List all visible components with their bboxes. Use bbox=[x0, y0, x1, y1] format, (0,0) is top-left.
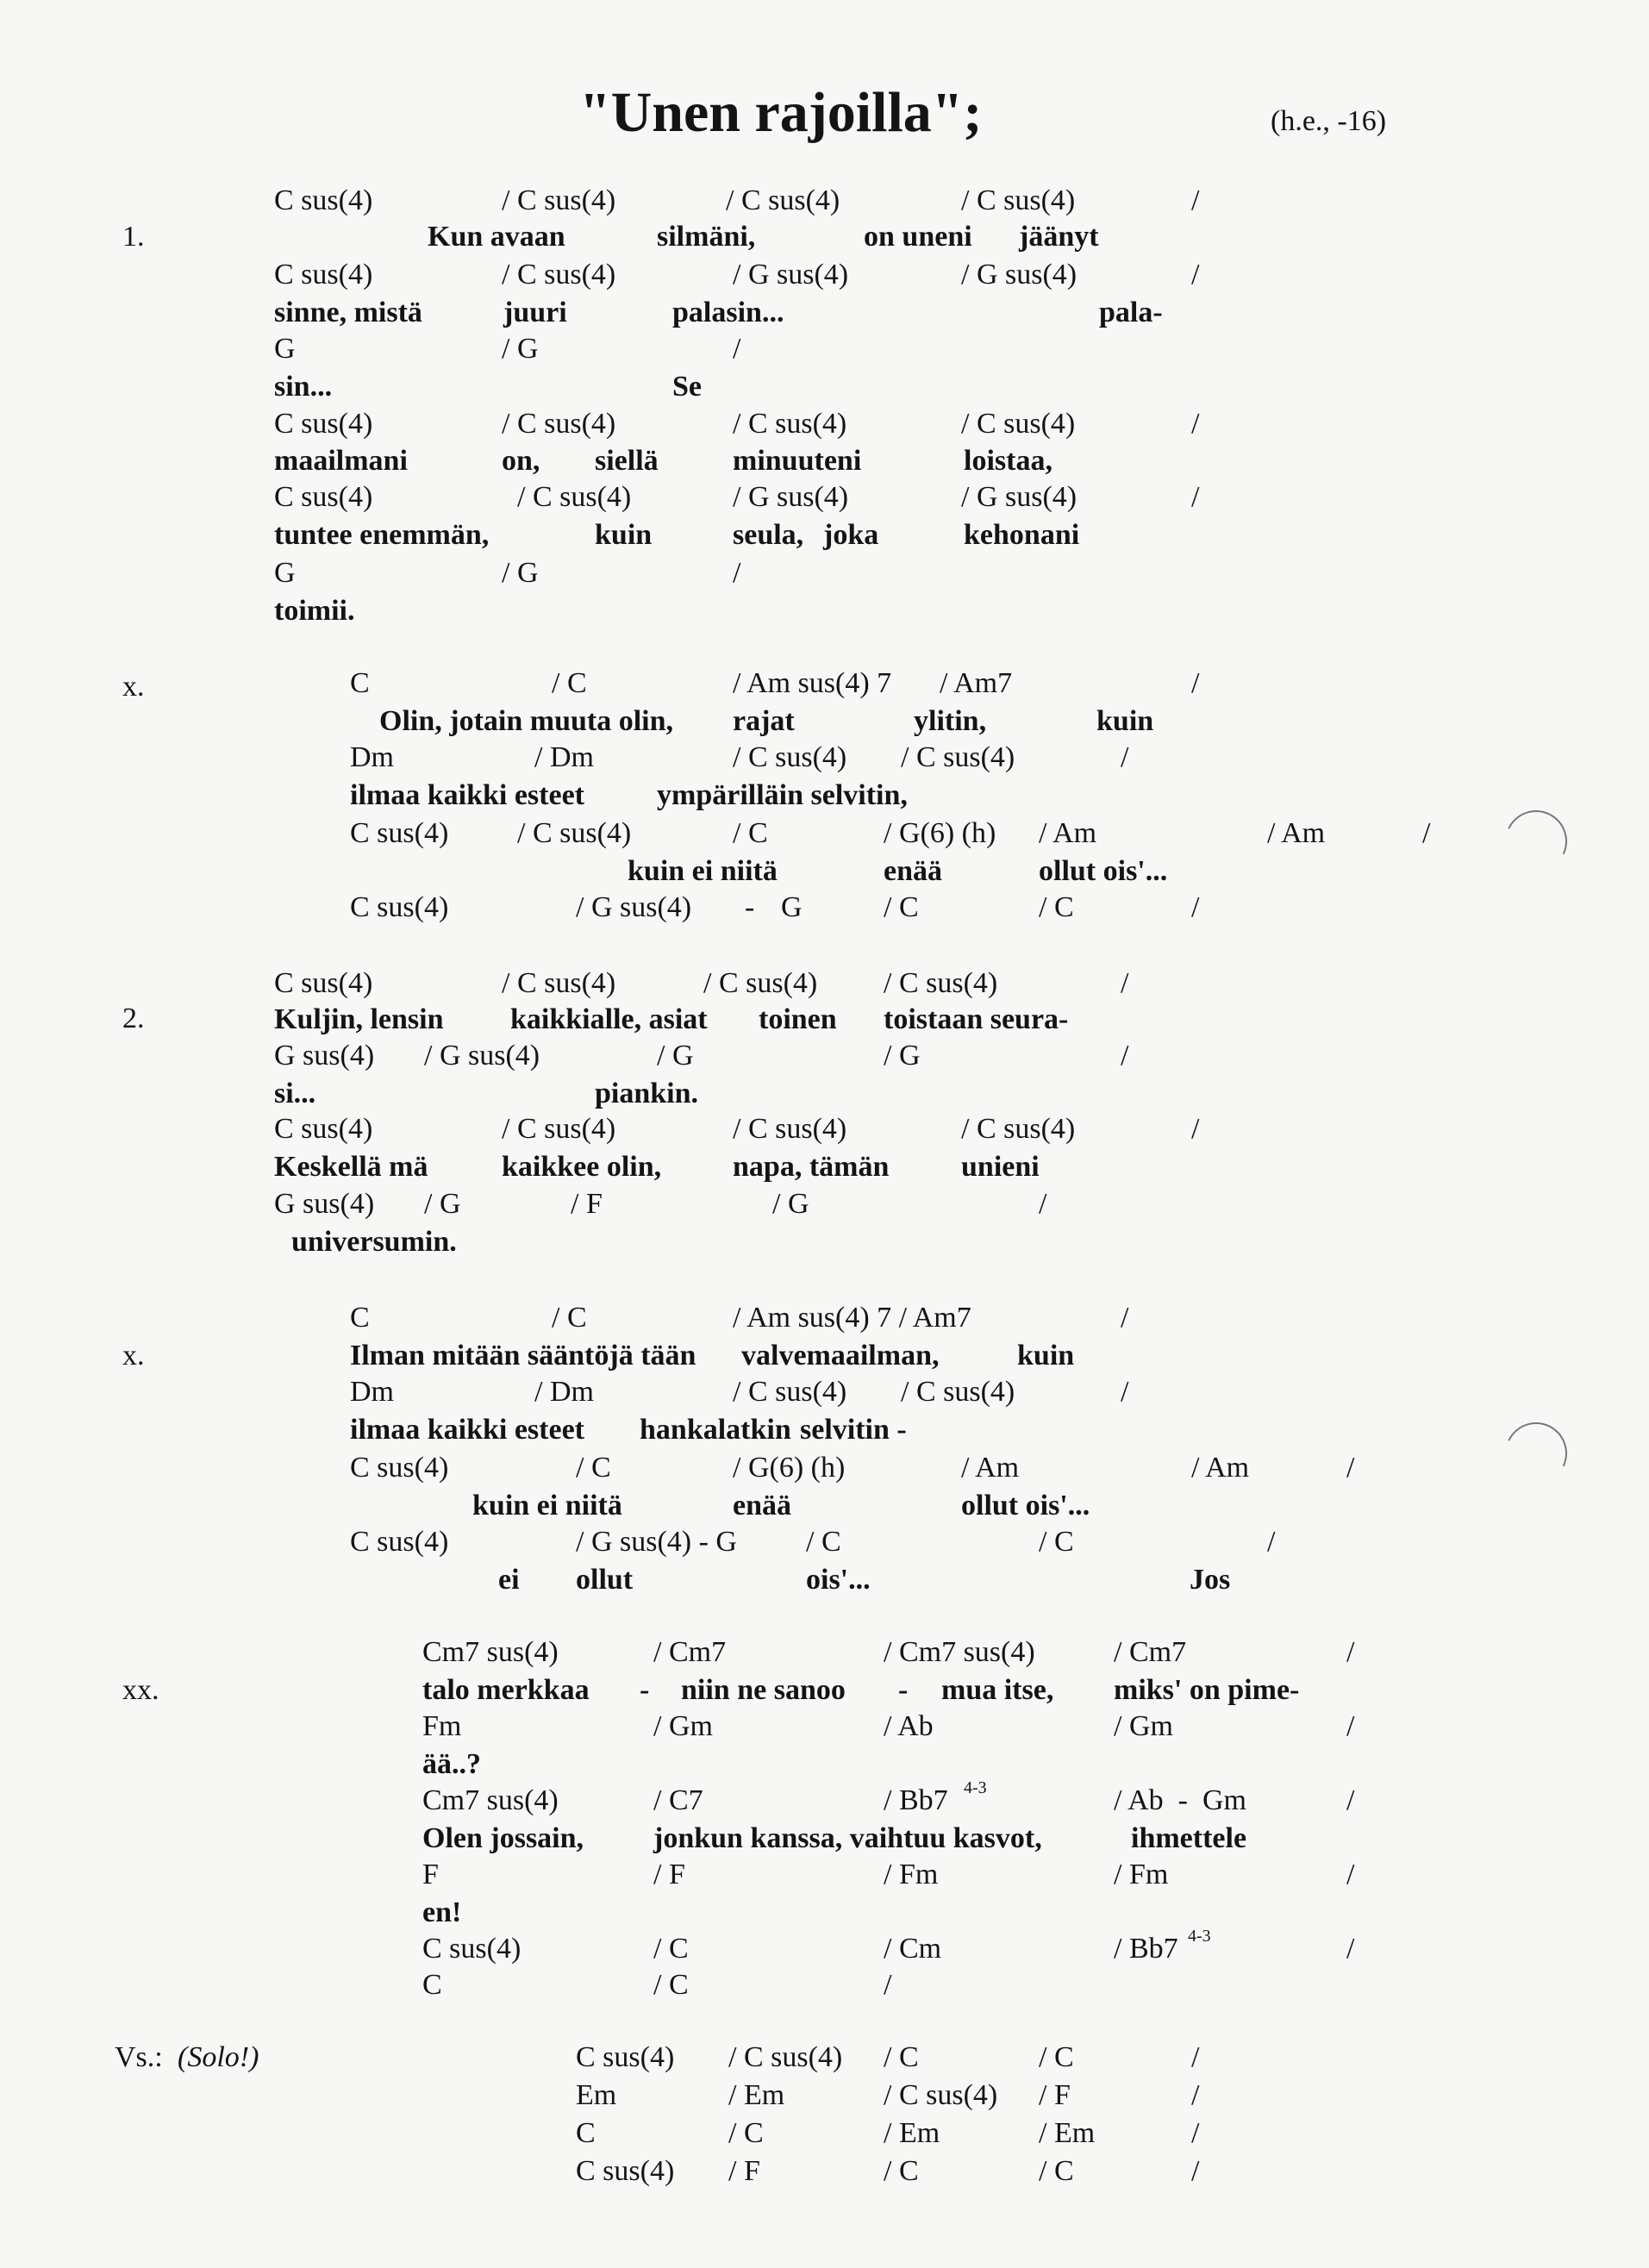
chord: / C sus(4) bbox=[961, 1113, 1076, 1145]
lyric: tuntee enemmän, bbox=[274, 519, 490, 551]
bar-line: / bbox=[1346, 1452, 1355, 1484]
chord: / C sus(4) bbox=[502, 408, 616, 440]
chord: C sus(4) bbox=[274, 967, 373, 999]
chord: C sus(4) bbox=[274, 481, 373, 513]
bar-line: / bbox=[1346, 1636, 1355, 1668]
chord: C bbox=[422, 1969, 442, 2001]
chord: Fm bbox=[422, 1710, 462, 1742]
chord: / C bbox=[806, 1526, 841, 1558]
chord: C sus(4) bbox=[576, 2155, 675, 2187]
lyric: maailmani bbox=[274, 445, 408, 477]
chord: / C bbox=[733, 817, 768, 849]
lyric: ilmaa kaikki esteet bbox=[350, 779, 584, 811]
bar-line: / bbox=[1191, 2155, 1200, 2187]
lyric: Olin, jotain muuta olin, bbox=[379, 705, 674, 737]
chord: / C bbox=[1039, 891, 1074, 923]
chord: / Am7 bbox=[940, 667, 1013, 699]
lyric: Kun avaan bbox=[428, 221, 565, 253]
chord: / C sus(4) bbox=[961, 408, 1076, 440]
chord: / C sus(4) bbox=[726, 184, 840, 216]
bar-line: / bbox=[1121, 1376, 1129, 1408]
lyric: toistaan seura- bbox=[884, 1003, 1069, 1035]
chord: / G bbox=[424, 1188, 461, 1220]
lyric: Olen jossain, bbox=[422, 1822, 584, 1854]
chord: C sus(4) bbox=[274, 1113, 373, 1145]
chord: / C sus(4) bbox=[703, 967, 818, 999]
bar-line: / bbox=[1191, 259, 1200, 291]
chord: / C7 bbox=[653, 1784, 703, 1816]
chord: / Dm bbox=[534, 741, 594, 773]
bar-line: / bbox=[1346, 1784, 1355, 1816]
bar-line: / bbox=[1121, 1040, 1129, 1072]
chord: / Ab bbox=[884, 1710, 934, 1742]
lyric: - bbox=[640, 1674, 650, 1706]
chord: / G bbox=[657, 1040, 694, 1072]
bar-line: / bbox=[1346, 1933, 1355, 1965]
lyric: napa, tämän bbox=[733, 1151, 890, 1183]
lyric: on, bbox=[502, 445, 540, 477]
chord: Cm7 sus(4) bbox=[422, 1636, 559, 1668]
lyric: toimii. bbox=[274, 595, 355, 627]
lyric: Kuljin, lensin bbox=[274, 1003, 444, 1035]
chord: G sus(4) bbox=[274, 1040, 375, 1072]
lyric: kuin bbox=[1017, 1340, 1075, 1371]
lyric: hankalatkin bbox=[640, 1414, 791, 1446]
lyric: Jos bbox=[1190, 1564, 1231, 1596]
lyric: seula, bbox=[733, 519, 804, 551]
chord: / C sus(4) bbox=[884, 967, 998, 999]
lyric: kaikkialle, asiat bbox=[510, 1003, 708, 1035]
chord: / Fm bbox=[1114, 1859, 1169, 1890]
chord-superscript: 4-3 bbox=[1188, 1927, 1211, 1946]
author-initials: (h.e., -16) bbox=[1271, 105, 1387, 137]
chord: G sus(4) bbox=[274, 1188, 375, 1220]
chord: / G bbox=[502, 557, 539, 589]
chord: / C sus(4) bbox=[502, 1113, 616, 1145]
chord: / F bbox=[728, 2155, 760, 2187]
chord: / C sus(4) bbox=[733, 408, 847, 440]
chord: C sus(4) bbox=[350, 1452, 449, 1484]
lyric: Keskellä mä bbox=[274, 1151, 428, 1183]
chord: G bbox=[781, 891, 803, 923]
chord: / Fm bbox=[884, 1859, 939, 1890]
chord: F bbox=[422, 1859, 439, 1890]
chord: / C bbox=[884, 2155, 919, 2187]
chord: / F bbox=[571, 1188, 603, 1220]
lyric: loistaa, bbox=[964, 445, 1052, 477]
lyric: enää bbox=[884, 855, 942, 887]
chord: / Em bbox=[1039, 2117, 1096, 2149]
chord: G bbox=[274, 333, 296, 365]
lyric: ylitin, bbox=[914, 705, 987, 737]
lyric: palasin... bbox=[672, 297, 784, 328]
lyric: ei bbox=[498, 1564, 520, 1596]
chord: / C bbox=[1039, 2155, 1074, 2187]
lyric: piankin. bbox=[595, 1078, 699, 1109]
chord: / F bbox=[653, 1859, 685, 1890]
chord: / G bbox=[502, 333, 539, 365]
chord: / G sus(4) bbox=[424, 1040, 540, 1072]
chord: / C bbox=[1039, 2041, 1074, 2073]
chord: / G sus(4) bbox=[733, 259, 849, 291]
lyric: unieni bbox=[961, 1151, 1040, 1183]
lyric: pala- bbox=[1099, 297, 1163, 328]
lyric: ois'... bbox=[806, 1564, 871, 1596]
chord: / Bb7 bbox=[1114, 1933, 1178, 1965]
chord: / C sus(4) bbox=[517, 817, 632, 849]
chorus-1-label: x. bbox=[122, 671, 145, 703]
verse-1-label: 1. bbox=[122, 221, 145, 253]
chord: / G bbox=[884, 1040, 921, 1072]
chord: / F bbox=[1039, 2079, 1071, 2111]
chord: / C sus(4) bbox=[728, 2041, 843, 2073]
lyric: miks' on pime- bbox=[1114, 1674, 1300, 1706]
lyric: si... bbox=[274, 1078, 316, 1109]
chord: / Am bbox=[1039, 817, 1097, 849]
lyric: sin... bbox=[274, 371, 333, 403]
chord: / Em bbox=[728, 2079, 785, 2111]
chord: Dm bbox=[350, 1376, 394, 1408]
chord: / G sus(4) - G bbox=[576, 1526, 737, 1558]
chord: / Am bbox=[1191, 1452, 1250, 1484]
chord: / G sus(4) bbox=[961, 481, 1077, 513]
lyric: en! bbox=[422, 1896, 462, 1928]
chord: / Ab - Gm bbox=[1114, 1784, 1246, 1816]
chord: C sus(4) bbox=[350, 1526, 449, 1558]
chord: C bbox=[576, 2117, 596, 2149]
chord: / C sus(4) bbox=[733, 741, 847, 773]
bar-line: / bbox=[1039, 1188, 1047, 1220]
lyric: ollut ois'... bbox=[961, 1490, 1090, 1521]
chord: C sus(4) bbox=[274, 408, 373, 440]
chord: / G sus(4) bbox=[733, 481, 849, 513]
lyric: silmäni, bbox=[657, 221, 756, 253]
lyric: kuin bbox=[1096, 705, 1154, 737]
chord: / C sus(4) bbox=[884, 2079, 998, 2111]
lyric: jäänyt bbox=[1019, 221, 1099, 253]
bar-line: / bbox=[1121, 1302, 1129, 1334]
chord: / C sus(4) bbox=[517, 481, 632, 513]
bar-line: / bbox=[1121, 741, 1129, 773]
punch-hole-icon bbox=[1496, 802, 1576, 881]
bar-line: / bbox=[1191, 891, 1200, 923]
chord: Dm bbox=[350, 741, 394, 773]
bar-line: / bbox=[1191, 2079, 1200, 2111]
bar-line: / bbox=[1191, 2117, 1200, 2149]
bar-line: / bbox=[1346, 1710, 1355, 1742]
bar-line: / bbox=[1121, 967, 1129, 999]
chord: / Dm bbox=[534, 1376, 594, 1408]
chord: / G(6) (h) bbox=[884, 817, 996, 849]
lyric: kehonani bbox=[964, 519, 1080, 551]
chord: / C sus(4) bbox=[961, 184, 1076, 216]
chord: / G sus(4) bbox=[961, 259, 1077, 291]
chord: C sus(4) bbox=[350, 891, 449, 923]
lyric: on uneni bbox=[864, 221, 972, 253]
bar-line: / bbox=[1422, 817, 1431, 849]
chord: / C bbox=[884, 2041, 919, 2073]
bar-line: / bbox=[733, 333, 741, 365]
chord: / C bbox=[1039, 1526, 1074, 1558]
lyric: mua itse, bbox=[941, 1674, 1054, 1706]
lyric: jonkun kanssa, vaihtuu kasvot, bbox=[653, 1822, 1042, 1854]
chord: / C bbox=[576, 1452, 611, 1484]
chord: / Em bbox=[884, 2117, 940, 2149]
lyric: kuin ei niitä bbox=[472, 1490, 622, 1521]
chord: / C sus(4) bbox=[502, 967, 616, 999]
lyric: Ilman mitään sääntöjä tään bbox=[350, 1340, 696, 1371]
chord: / Gm bbox=[653, 1710, 713, 1742]
chord: / C bbox=[884, 891, 919, 923]
chord: C sus(4) bbox=[350, 817, 449, 849]
chord: / C sus(4) bbox=[733, 1113, 847, 1145]
chord: Em bbox=[576, 2079, 617, 2111]
chord: / C bbox=[653, 1933, 689, 1965]
lyric: sinne, mistä bbox=[274, 297, 422, 328]
chord: / Cm7 sus(4) bbox=[884, 1636, 1035, 1668]
chord: C bbox=[350, 1302, 370, 1334]
chord: / Cm7 bbox=[653, 1636, 727, 1668]
chord: / C sus(4) bbox=[502, 259, 616, 291]
bridge-label: xx. bbox=[122, 1674, 159, 1706]
verse-2-label: 2. bbox=[122, 1003, 145, 1034]
solo-label-note: (Solo!) bbox=[178, 2041, 259, 2073]
chord: / C sus(4) bbox=[901, 1376, 1015, 1408]
lyric: universumin. bbox=[291, 1226, 457, 1258]
bar-line: / bbox=[1191, 1113, 1200, 1145]
lyric: - bbox=[898, 1674, 909, 1706]
chord: / C bbox=[653, 1969, 689, 2001]
chord: / Cm bbox=[884, 1933, 942, 1965]
chord-dash: - bbox=[745, 891, 755, 923]
bar-line: / bbox=[1191, 2041, 1200, 2073]
chord: / Am sus(4) 7 bbox=[733, 667, 892, 699]
chord: / C bbox=[552, 667, 587, 699]
lyric: niin ne sanoo bbox=[681, 1674, 846, 1706]
chord: C sus(4) bbox=[274, 184, 373, 216]
chord: C sus(4) bbox=[422, 1933, 522, 1965]
bar-line: / bbox=[1191, 667, 1200, 699]
chord: / Gm bbox=[1114, 1710, 1173, 1742]
chord: C sus(4) bbox=[274, 259, 373, 291]
lyric: toinen bbox=[759, 1003, 837, 1035]
chord: / Am bbox=[1267, 817, 1326, 849]
lyric: kuin bbox=[595, 519, 653, 551]
lyric: selvitin - bbox=[800, 1414, 907, 1446]
lyric: joka bbox=[823, 519, 879, 551]
chord: / Am sus(4) 7 / Am7 bbox=[733, 1302, 971, 1334]
chord: / Am bbox=[961, 1452, 1020, 1484]
lyric: ympärilläin selvitin, bbox=[657, 779, 908, 811]
lyric: juuri bbox=[503, 297, 567, 328]
chord: / C sus(4) bbox=[901, 741, 1015, 773]
bar-line: / bbox=[1346, 1859, 1355, 1890]
bar-line: / bbox=[884, 1969, 892, 2001]
chord: / C sus(4) bbox=[502, 184, 616, 216]
lyric: Se bbox=[672, 371, 702, 403]
punch-hole-icon bbox=[1496, 1414, 1576, 1493]
lyric: siellä bbox=[595, 445, 659, 477]
bar-line: / bbox=[1267, 1526, 1276, 1558]
bar-line: / bbox=[733, 557, 741, 589]
lyric: ilmaa kaikki esteet bbox=[350, 1414, 584, 1446]
lyric: ollut ois'... bbox=[1039, 855, 1168, 887]
lyric: valvemaailman, bbox=[741, 1340, 940, 1371]
bar-line: / bbox=[1191, 481, 1200, 513]
chord: / C sus(4) bbox=[733, 1376, 847, 1408]
chord: / Cm7 bbox=[1114, 1636, 1187, 1668]
chord: C sus(4) bbox=[576, 2041, 675, 2073]
lyric: kuin ei niitä bbox=[628, 855, 778, 887]
chord: / G(6) (h) bbox=[733, 1452, 846, 1484]
solo-label: Vs.: bbox=[115, 2041, 163, 2073]
chord: G bbox=[274, 557, 296, 589]
page-title: "Unen rajoilla"; bbox=[579, 81, 983, 144]
chord: / G bbox=[772, 1188, 809, 1220]
lyric: talo merkkaa bbox=[422, 1674, 590, 1706]
bar-line: / bbox=[1191, 184, 1200, 216]
chord: Cm7 sus(4) bbox=[422, 1784, 559, 1816]
lyric: minuuteni bbox=[733, 445, 862, 477]
bar-line: / bbox=[1191, 408, 1200, 440]
lyric: enää bbox=[733, 1490, 791, 1521]
chorus-2-label: x. bbox=[122, 1340, 145, 1371]
chord: / G sus(4) bbox=[576, 891, 692, 923]
lyric: rajat bbox=[733, 705, 795, 737]
chord: / C bbox=[728, 2117, 764, 2149]
chord-superscript: 4-3 bbox=[964, 1778, 987, 1797]
chord: / Bb7 bbox=[884, 1784, 948, 1816]
lyric: kaikkee olin, bbox=[502, 1151, 662, 1183]
lyric: ihmettele bbox=[1131, 1822, 1247, 1854]
lyric: ää..? bbox=[422, 1748, 481, 1780]
lyric: ollut bbox=[576, 1564, 634, 1596]
chord: C bbox=[350, 667, 370, 699]
chord: / C bbox=[552, 1302, 587, 1334]
